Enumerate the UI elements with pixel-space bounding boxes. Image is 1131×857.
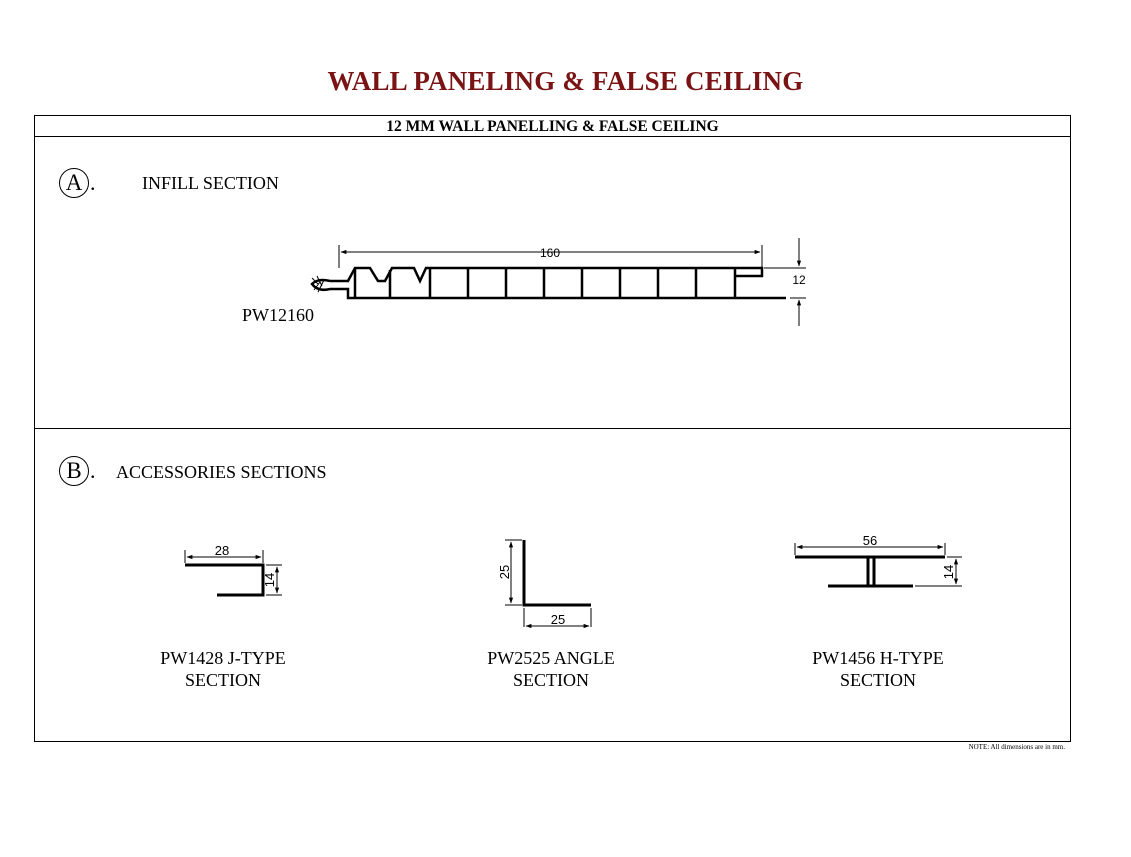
section-a-letter: A xyxy=(59,168,89,198)
h-type-profile xyxy=(795,557,945,586)
page-title: WALL PANELING & FALSE CEILING xyxy=(327,66,804,96)
j-type-profile xyxy=(185,565,263,595)
angle-label-line2: SECTION xyxy=(513,670,589,690)
section-b-dot: . xyxy=(90,458,96,483)
angle-dimensions xyxy=(505,540,591,627)
angle-height-label: 25 xyxy=(497,564,512,580)
infill-height-label: 12 xyxy=(792,273,806,287)
infill-width-label: 160 xyxy=(539,246,561,260)
angle-width-label: 25 xyxy=(550,612,566,627)
h-type-label-line2: SECTION xyxy=(840,670,916,690)
angle-label-line1: PW2525 ANGLE xyxy=(487,648,615,668)
h-type-label-line1: PW1456 H-TYPE xyxy=(812,648,944,668)
h-type-width-label: 56 xyxy=(862,533,878,548)
angle-profile xyxy=(524,540,591,605)
infill-panel-profile xyxy=(312,268,786,298)
j-type-dimensions xyxy=(185,550,282,595)
j-type-label-line1: PW1428 J-TYPE xyxy=(160,648,286,668)
j-type-height-label: 14 xyxy=(262,572,277,588)
h-type-dimensions xyxy=(795,543,962,586)
dimension-note: NOTE: All dimensions are in mm. xyxy=(968,743,1065,751)
section-a-title: INFILL SECTION xyxy=(142,173,279,193)
table-header: 12 MM WALL PANELLING & FALSE CEILING xyxy=(35,116,1070,137)
section-b-title: ACCESSORIES SECTIONS xyxy=(116,462,327,482)
h-type-height-label: 14 xyxy=(941,564,956,580)
j-type-width-label: 28 xyxy=(214,543,230,558)
infill-code: PW12160 xyxy=(242,305,314,325)
section-a-dot: . xyxy=(90,170,96,195)
section-b-letter: B xyxy=(59,456,89,486)
j-type-label-line2: SECTION xyxy=(185,670,261,690)
